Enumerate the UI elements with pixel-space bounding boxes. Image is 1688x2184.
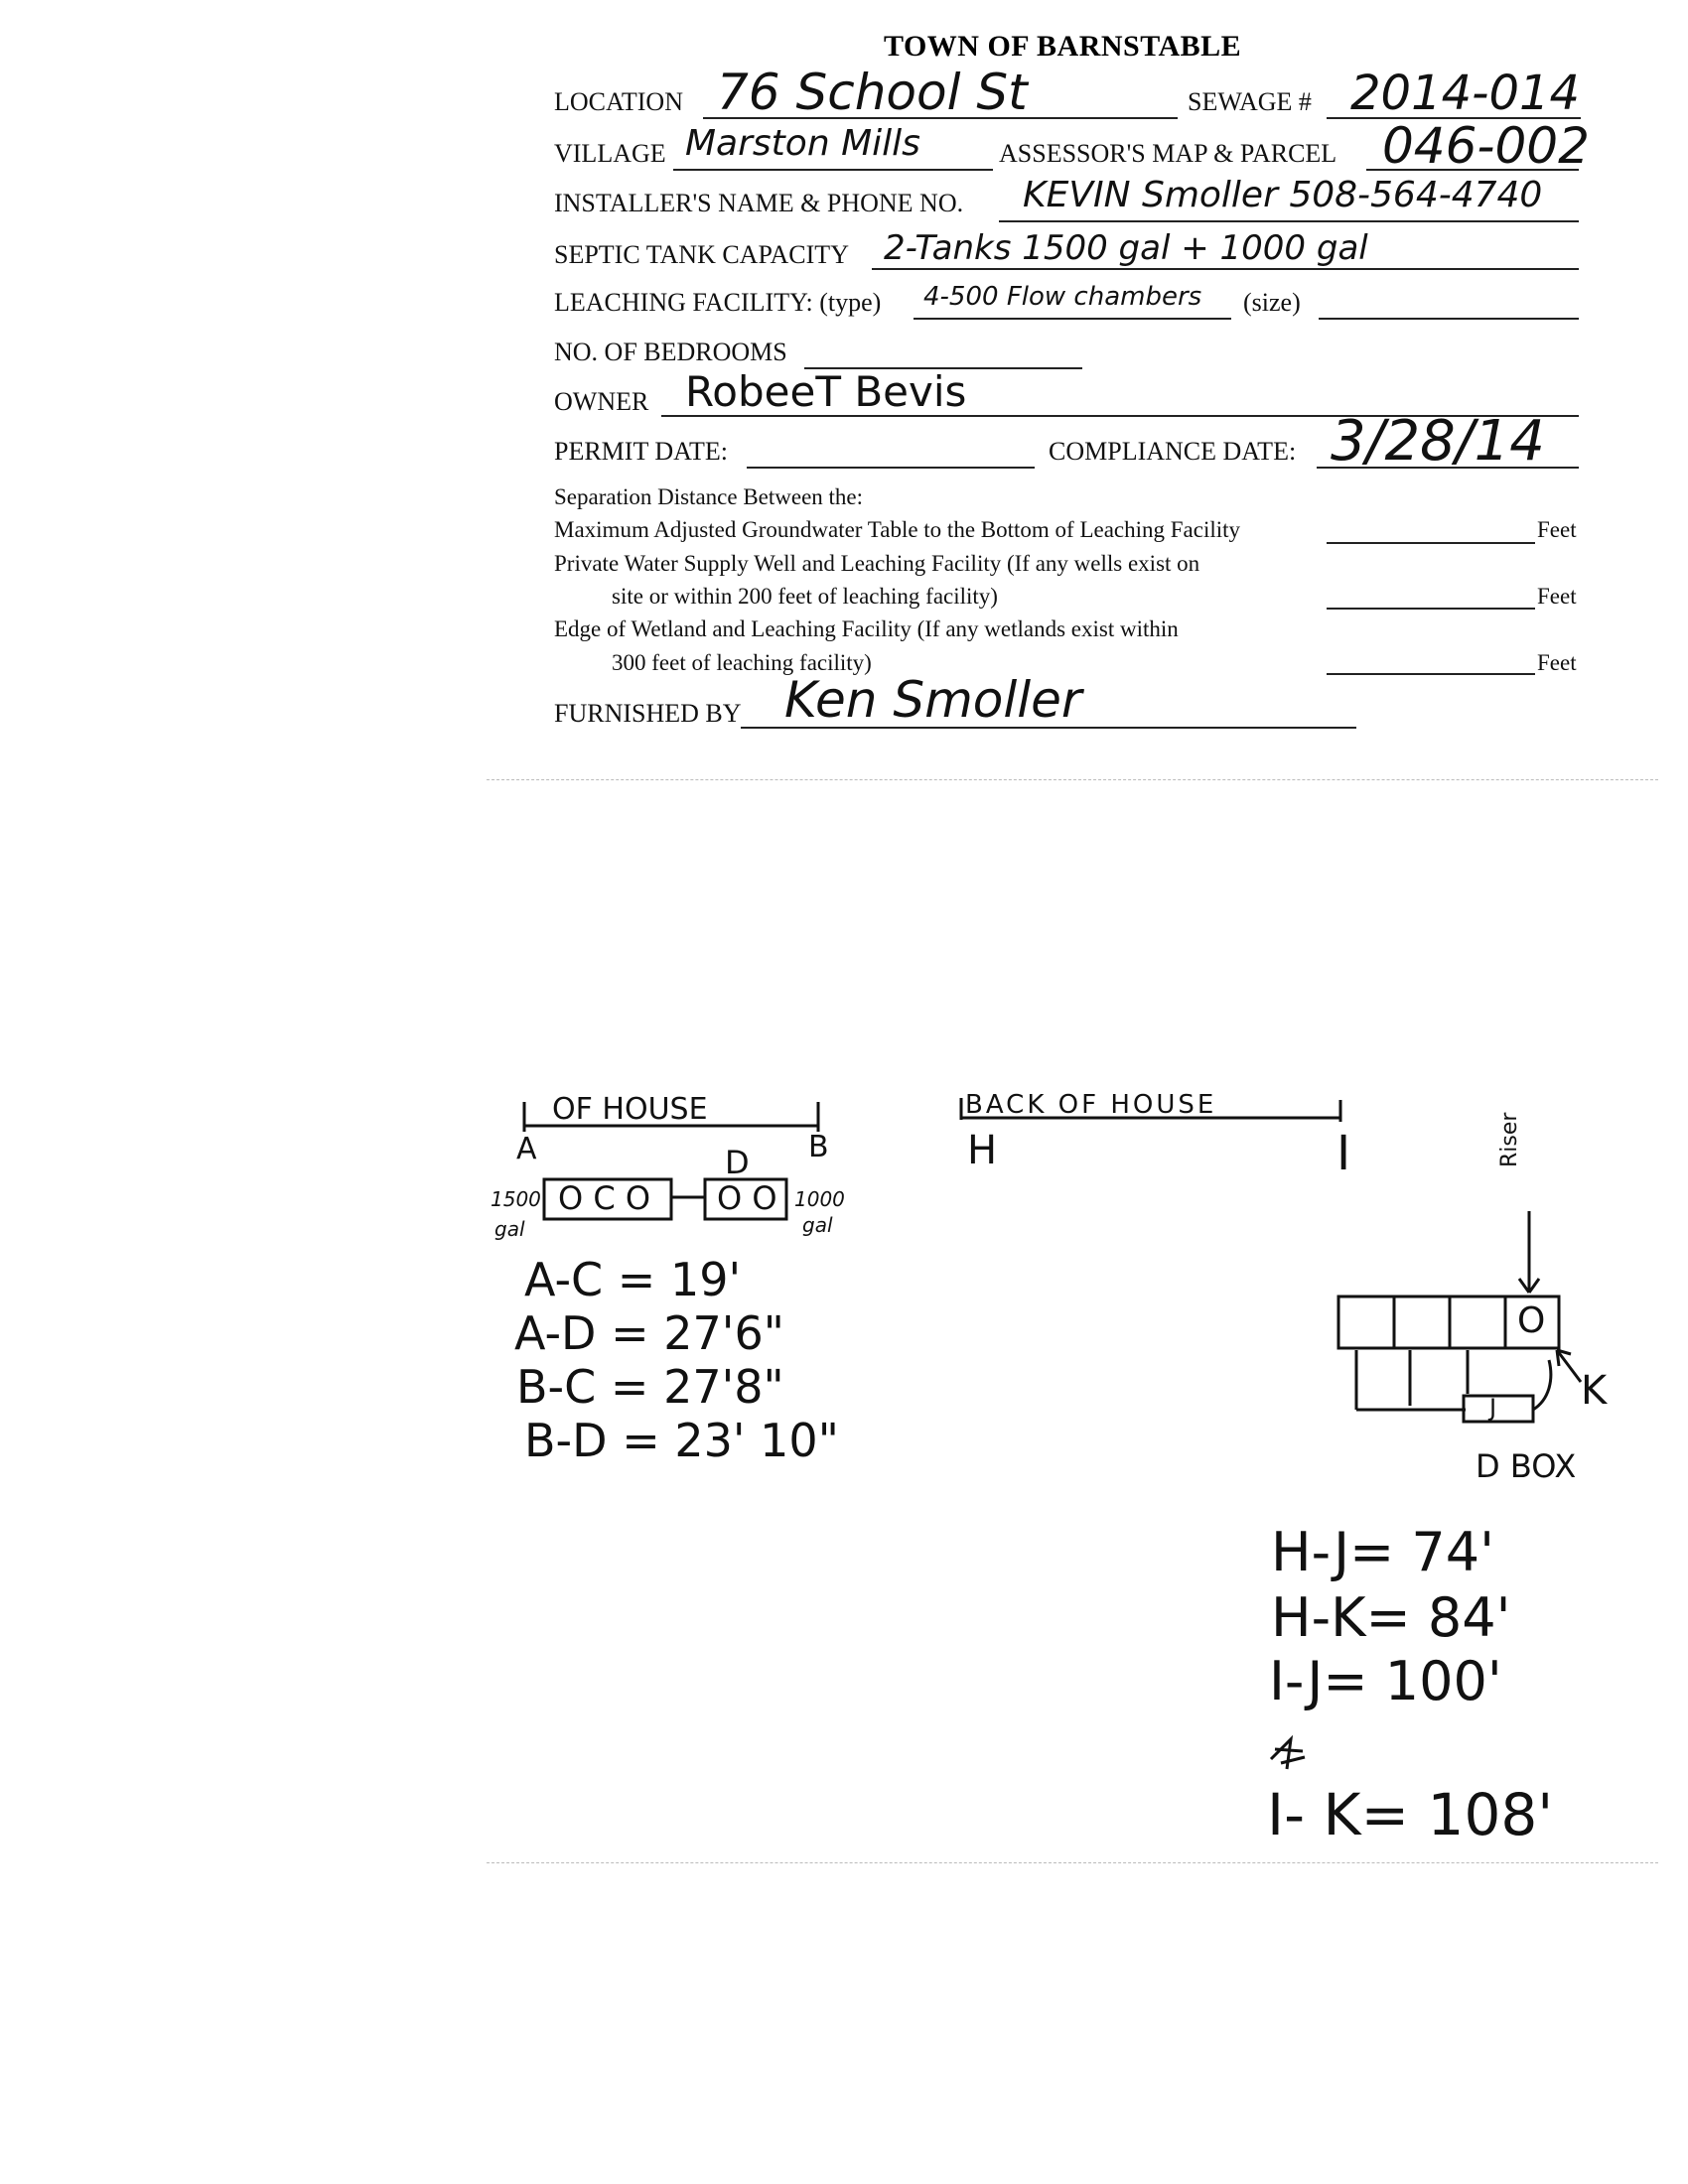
riser-mark: O	[1517, 1300, 1546, 1341]
leaching-label: LEACHING FACILITY: (type)	[554, 288, 882, 317]
furnished-by-signature: Ken Smoller	[784, 671, 1082, 729]
right-measurement-2: H-K= 84'	[1271, 1586, 1511, 1649]
separation-row3b: 300 feet of leaching facility)	[612, 650, 872, 675]
permit-date-label: PERMIT DATE:	[554, 437, 729, 466]
tank2-unit-label: gal	[802, 1213, 833, 1237]
septic-value: 2-Tanks 1500 gal + 1000 gal	[884, 228, 1368, 268]
location-label: LOCATION	[554, 87, 683, 116]
point-h-label: H	[967, 1128, 998, 1173]
tank2-size-label: 1000	[794, 1187, 845, 1211]
point-j-label: J	[1489, 1394, 1497, 1422]
separation-row2-unit: Feet	[1537, 584, 1577, 609]
form-title: TOWN OF BARNSTABLE	[884, 30, 1242, 63]
owner-label: OWNER	[554, 387, 649, 416]
separation-row1: Maximum Adjusted Groundwater Table to the Bottom of Leaching Facility	[554, 517, 1241, 542]
village-value: Marston Mills	[685, 123, 920, 164]
tank1-marks: O C O	[558, 1179, 651, 1217]
left-measurement-3: B-C = 27'8"	[516, 1360, 784, 1414]
village-label: VILLAGE	[554, 139, 666, 168]
separation-row2b: site or within 200 feet of leaching facility)	[612, 584, 998, 609]
dbox-label: D BOX	[1476, 1447, 1577, 1485]
right-measurement-1: H-J= 74'	[1271, 1521, 1494, 1583]
assessor-label: ASSESSOR'S MAP & PARCEL	[999, 139, 1337, 168]
septic-label: SEPTIC TANK CAPACITY	[554, 240, 849, 269]
right-measurement-3: I-J= 100'	[1269, 1650, 1502, 1712]
assessor-value: 046-002	[1382, 117, 1590, 175]
back-house-label: BACK OF HOUSE	[965, 1090, 1217, 1120]
front-house-label: OF HOUSE	[552, 1092, 708, 1127]
right-measurement-4: I- K= 108'	[1267, 1781, 1554, 1848]
sewage-value: 2014-014	[1350, 66, 1581, 121]
tank2-marks: O O	[717, 1179, 777, 1217]
left-measurement-4: B-D = 23' 10"	[524, 1414, 839, 1467]
compliance-date-value: 3/28/14	[1331, 409, 1545, 474]
separation-row2a: Private Water Supply Well and Leaching Facility (If any wells exist on	[554, 551, 1200, 576]
point-a-label: A	[516, 1132, 537, 1166]
compliance-date-label: COMPLIANCE DATE:	[1049, 437, 1297, 466]
point-d-label: D	[725, 1144, 750, 1181]
leaching-value: 4-500 Flow chambers	[923, 282, 1202, 312]
installer-value: KEVIN Smoller 508-564-4740	[1023, 175, 1543, 215]
point-k-label: K	[1581, 1368, 1608, 1414]
left-measurement-1: A-C = 19'	[524, 1253, 742, 1306]
separation-heading: Separation Distance Between the:	[554, 484, 864, 509]
separation-row3a: Edge of Wetland and Leaching Facility (If any wetlands exist within	[554, 616, 1179, 641]
point-i-label: I	[1336, 1126, 1351, 1181]
left-measurement-2: A-D = 27'6"	[514, 1306, 784, 1360]
location-value: 76 School St	[717, 64, 1028, 121]
furnished-by-label: FURNISHED BY	[554, 699, 742, 728]
owner-value: RobeeT Bevis	[685, 367, 967, 416]
tank1-size-label: 1500	[491, 1187, 541, 1211]
point-b-label: B	[808, 1130, 829, 1164]
separation-row3-unit: Feet	[1537, 650, 1577, 675]
tank1-unit-label: gal	[494, 1217, 525, 1241]
riser-label: Riser	[1497, 1112, 1522, 1167]
separation-row1-unit: Feet	[1537, 517, 1577, 542]
size-label: (size)	[1243, 288, 1301, 317]
sewage-label: SEWAGE #	[1188, 87, 1312, 116]
bedrooms-label: NO. OF BEDROOMS	[554, 338, 787, 366]
installer-label: INSTALLER'S NAME & PHONE NO.	[554, 189, 964, 217]
